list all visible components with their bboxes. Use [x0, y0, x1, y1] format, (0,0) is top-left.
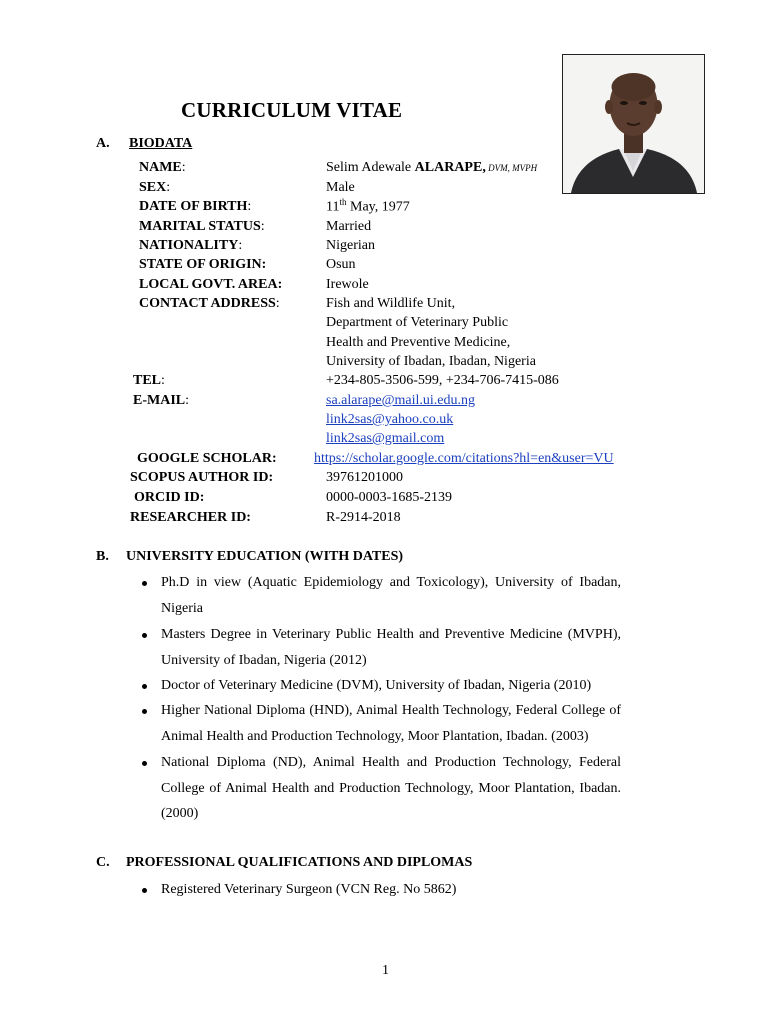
education-item-2: Masters Degree in Veterinary Public Health and Preventive Medicine (MVPH), University of Ibadan, Nigeria (2012)	[161, 627, 621, 668]
tel-value: +234-805-3506-599, +234-706-7415-086	[326, 373, 559, 388]
section-c-heading: PROFESSIONAL QUALIFICATIONS AND DIPLOMAS	[126, 855, 473, 870]
researcher-label: RESEARCHER ID:	[130, 510, 251, 525]
marital-value: Married	[326, 219, 372, 234]
scholar-label: GOOGLE SCHOLAR:	[137, 451, 277, 466]
section-b-heading: UNIVERSITY EDUCATION (WITH DATES)	[126, 549, 404, 564]
name-surname: ALARAPE,	[414, 160, 486, 175]
sex-label-row: SEX:	[139, 180, 171, 195]
dob-label: DATE OF BIRTH	[139, 199, 248, 214]
scholar-link[interactable]: https://scholar.google.com/citations?hl=en&user=VU	[314, 451, 614, 466]
state-value: Osun	[326, 257, 356, 272]
bullet-icon	[142, 888, 147, 893]
name-postnominal: DVM, MVPH	[485, 163, 538, 173]
address-line-4: University of Ibadan, Ibadan, Nigeria	[326, 354, 536, 369]
email-label-row: E-MAIL:	[133, 393, 190, 408]
tel-label: TEL	[133, 373, 162, 388]
orcid-value: 0000-0003-1685-2139	[326, 490, 452, 505]
scopus-value: 39761201000	[326, 470, 403, 485]
tel-label-row: TEL:	[133, 373, 165, 388]
portrait-image	[563, 55, 704, 193]
bullet-icon	[142, 684, 147, 689]
section-a-letter: A.	[96, 136, 110, 151]
dob-value	[326, 197, 410, 216]
address-line-1: Fish and Wildlife Unit,	[326, 296, 456, 311]
section-a-heading: BIODATA	[129, 136, 193, 151]
marital-label-row: MARITAL STATUS:	[139, 219, 265, 234]
address-label: CONTACT ADDRESS	[139, 296, 276, 311]
section-b-letter: B.	[96, 549, 109, 564]
name-given: Selim Adewale	[326, 160, 415, 175]
profile-photo	[562, 54, 705, 194]
address-label-row: CONTACT ADDRESS:	[139, 296, 280, 311]
name-label: NAME	[139, 160, 182, 175]
education-item-3: Doctor of Veterinary Medicine (DVM), University of Ibadan, Nigeria (2010)	[161, 678, 592, 693]
dob-day: 11	[326, 199, 340, 215]
researcher-value: R-2914-2018	[326, 510, 401, 525]
education-item-4: Higher National Diploma (HND), Animal Health Technology, Federal College of Animal Health and Production Technology, Moor Plantation, Ibadan. (2003)	[161, 703, 621, 744]
section-c-letter: C.	[96, 855, 110, 870]
marital-label: MARITAL STATUS	[139, 219, 261, 234]
page-title: CURRICULUM VITAE	[181, 98, 403, 122]
bullet-icon	[142, 761, 147, 766]
nationality-value: Nigerian	[326, 238, 375, 253]
email-link-3[interactable]: link2sas@gmail.com	[326, 431, 445, 446]
email-label: E-MAIL	[133, 393, 186, 408]
name-value	[326, 160, 537, 176]
lga-value: Irewole	[326, 277, 369, 292]
education-item-5: National Diploma (ND), Animal Health and Production Technology, Federal College of Animal Health and Production Technology, Moor Plantation, Ibadan. (2000)	[161, 755, 621, 821]
dob-rest: May, 1977	[346, 199, 410, 215]
dob-suffix: th	[339, 197, 347, 207]
nationality-label: NATIONALITY	[139, 238, 239, 253]
name-label-row: NAME:	[139, 160, 186, 175]
scopus-label: SCOPUS AUTHOR ID:	[130, 470, 274, 485]
sex-value: Male	[326, 180, 355, 195]
sex-label: SEX	[139, 180, 167, 195]
orcid-label: ORCID ID:	[134, 490, 205, 505]
address-line-3: Health and Preventive Medicine,	[326, 335, 511, 350]
email-link-2[interactable]: link2sas@yahoo.co.uk	[326, 412, 454, 427]
bullet-icon	[142, 633, 147, 638]
lga-label: LOCAL GOVT. AREA:	[139, 277, 283, 292]
bullet-icon	[142, 581, 147, 586]
state-label: STATE OF ORIGIN:	[139, 257, 267, 272]
qualification-item-1: Registered Veterinary Surgeon (VCN Reg. No 5862)	[161, 882, 457, 897]
education-item-1: Ph.D in view (Aquatic Epidemiology and Toxicology), University of Ibadan, Nigeria	[161, 575, 621, 616]
nationality-label-row: NATIONALITY:	[139, 238, 243, 253]
bullet-icon	[142, 709, 147, 714]
page-number: 1	[382, 963, 389, 978]
dob-label-row: DATE OF BIRTH:	[139, 199, 252, 214]
address-line-2: Department of Veterinary Public	[326, 315, 509, 330]
email-link-1[interactable]: sa.alarape@mail.ui.edu.ng	[326, 393, 475, 408]
